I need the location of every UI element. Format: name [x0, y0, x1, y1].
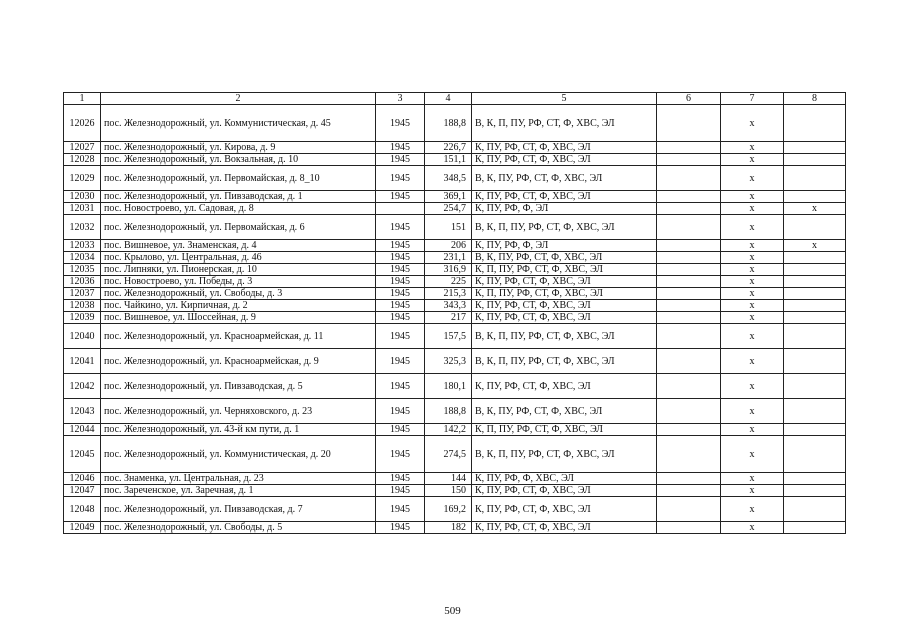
cell-year: 1945: [376, 288, 425, 300]
cell-year: 1945: [376, 424, 425, 436]
cell-systems: В, К, ПУ, РФ, СТ, Ф, ХВС, ЭЛ: [472, 166, 657, 191]
cell-col7: х: [721, 522, 784, 534]
cell-col6: [657, 349, 721, 374]
cell-area: 226,7: [425, 142, 472, 154]
cell-year: 1945: [376, 436, 425, 473]
cell-id: 12037: [64, 288, 101, 300]
cell-address: пос. Крылово, ул. Центральная, д. 46: [101, 252, 376, 264]
cell-col8: [784, 312, 846, 324]
cell-year: 1945: [376, 399, 425, 424]
column-header: 6: [657, 93, 721, 105]
cell-col6: [657, 240, 721, 252]
cell-address: пос. Железнодорожный, ул. Коммунистическая, д. 20: [101, 436, 376, 473]
cell-address: пос. Железнодорожный, ул. Вокзальная, д. 10: [101, 154, 376, 166]
cell-year: 1945: [376, 324, 425, 349]
cell-area: 206: [425, 240, 472, 252]
cell-col6: [657, 424, 721, 436]
cell-year: 1945: [376, 374, 425, 399]
cell-year: 1945: [376, 312, 425, 324]
cell-area: 150: [425, 485, 472, 497]
cell-col7: х: [721, 424, 784, 436]
cell-col8: [784, 105, 846, 142]
table-row: [64, 522, 846, 534]
cell-year: 1945: [376, 473, 425, 485]
cell-systems: К, ПУ, РФ, СТ, Ф, ХВС, ЭЛ: [472, 374, 657, 399]
table-row: [64, 166, 846, 191]
cell-col8: [784, 288, 846, 300]
cell-address: пос. Железнодорожный, ул. 43-й км пути, д. 1: [101, 424, 376, 436]
cell-col6: [657, 399, 721, 424]
table-body: [64, 105, 846, 534]
cell-id: 12047: [64, 485, 101, 497]
cell-systems: К, ПУ, РФ, СТ, Ф, ХВС, ЭЛ: [472, 497, 657, 522]
column-header: 7: [721, 93, 784, 105]
cell-col6: [657, 374, 721, 399]
table-row: [64, 191, 846, 203]
column-header: 1: [64, 93, 101, 105]
cell-address: пос. Железнодорожный, ул. Пивзаводская, д. 1: [101, 191, 376, 203]
table-row: [64, 349, 846, 374]
cell-systems: К, ПУ, РФ, СТ, Ф, ХВС, ЭЛ: [472, 300, 657, 312]
cell-systems: В, К, ПУ, РФ, СТ, Ф, ХВС, ЭЛ: [472, 252, 657, 264]
cell-col7: х: [721, 374, 784, 399]
cell-col6: [657, 215, 721, 240]
cell-col6: [657, 264, 721, 276]
cell-id: 12031: [64, 203, 101, 215]
cell-id: 12042: [64, 374, 101, 399]
cell-col6: [657, 473, 721, 485]
cell-address: пос. Железнодорожный, ул. Свободы, д. 5: [101, 522, 376, 534]
cell-area: 231,1: [425, 252, 472, 264]
cell-systems: К, ПУ, РФ, СТ, Ф, ХВС, ЭЛ: [472, 276, 657, 288]
column-header: 8: [784, 93, 846, 105]
cell-year: 1945: [376, 154, 425, 166]
table-row: [64, 276, 846, 288]
cell-col6: [657, 288, 721, 300]
cell-col7: х: [721, 142, 784, 154]
cell-year: 1945: [376, 264, 425, 276]
cell-col6: [657, 166, 721, 191]
cell-address: пос. Железнодорожный, ул. Красноармейская, д. 9: [101, 349, 376, 374]
cell-col7: х: [721, 264, 784, 276]
cell-col8: [784, 485, 846, 497]
cell-systems: К, П, ПУ, РФ, СТ, Ф, ХВС, ЭЛ: [472, 424, 657, 436]
cell-col7: х: [721, 399, 784, 424]
cell-col6: [657, 191, 721, 203]
cell-year: 1945: [376, 349, 425, 374]
table-row: [64, 300, 846, 312]
cell-col7: х: [721, 288, 784, 300]
cell-address: пос. Знаменка, ул. Центральная, д. 23: [101, 473, 376, 485]
cell-address: пос. Железнодорожный, ул. Первомайская, д. 6: [101, 215, 376, 240]
cell-col8: [784, 215, 846, 240]
table-row: [64, 154, 846, 166]
cell-col8: х: [784, 203, 846, 215]
cell-col8: [784, 300, 846, 312]
cell-col7: х: [721, 154, 784, 166]
cell-id: 12028: [64, 154, 101, 166]
cell-col8: [784, 349, 846, 374]
cell-id: 12046: [64, 473, 101, 485]
cell-col6: [657, 203, 721, 215]
cell-col7: х: [721, 191, 784, 203]
cell-systems: К, ПУ, РФ, Ф, ХВС, ЭЛ: [472, 473, 657, 485]
cell-systems: К, ПУ, РФ, СТ, Ф, ХВС, ЭЛ: [472, 154, 657, 166]
cell-col7: х: [721, 105, 784, 142]
table-row: [64, 240, 846, 252]
cell-col7: х: [721, 436, 784, 473]
cell-id: 12040: [64, 324, 101, 349]
cell-area: 274,5: [425, 436, 472, 473]
cell-col8: [784, 522, 846, 534]
cell-area: 157,5: [425, 324, 472, 349]
cell-col6: [657, 276, 721, 288]
table-row: [64, 399, 846, 424]
cell-address: пос. Вишневое, ул. Знаменская, д. 4: [101, 240, 376, 252]
cell-systems: В, К, П, ПУ, РФ, СТ, Ф, ХВС, ЭЛ: [472, 349, 657, 374]
cell-address: пос. Железнодорожный, ул. Коммунистическая, д. 45: [101, 105, 376, 142]
cell-id: 12026: [64, 105, 101, 142]
housing-registry-table: [63, 92, 846, 534]
cell-col7: х: [721, 473, 784, 485]
column-header: 4: [425, 93, 472, 105]
cell-year: 1945: [376, 105, 425, 142]
cell-col7: х: [721, 485, 784, 497]
cell-area: 142,2: [425, 424, 472, 436]
cell-id: 12039: [64, 312, 101, 324]
cell-area: 188,8: [425, 399, 472, 424]
cell-year: 1945: [376, 166, 425, 191]
cell-area: 225: [425, 276, 472, 288]
cell-col7: х: [721, 252, 784, 264]
cell-systems: К, ПУ, РФ, СТ, Ф, ХВС, ЭЛ: [472, 522, 657, 534]
cell-year: [376, 203, 425, 215]
cell-col7: х: [721, 203, 784, 215]
cell-col6: [657, 105, 721, 142]
cell-col8: [784, 191, 846, 203]
cell-col8: [784, 142, 846, 154]
cell-col8: [784, 154, 846, 166]
cell-id: 12045: [64, 436, 101, 473]
cell-address: пос. Железнодорожный, ул. Черняховского, д. 23: [101, 399, 376, 424]
cell-col6: [657, 497, 721, 522]
cell-id: 12048: [64, 497, 101, 522]
cell-col8: [784, 497, 846, 522]
cell-area: 182: [425, 522, 472, 534]
cell-area: 217: [425, 312, 472, 324]
cell-systems: К, ПУ, РФ, СТ, Ф, ХВС, ЭЛ: [472, 142, 657, 154]
cell-systems: В, К, П, ПУ, РФ, СТ, Ф, ХВС, ЭЛ: [472, 105, 657, 142]
table-row: [64, 485, 846, 497]
cell-id: 12043: [64, 399, 101, 424]
cell-col6: [657, 522, 721, 534]
document-page: [63, 92, 845, 534]
cell-col8: [784, 276, 846, 288]
cell-address: пос. Зареченское, ул. Заречная, д. 1: [101, 485, 376, 497]
cell-col6: [657, 312, 721, 324]
cell-systems: К, ПУ, РФ, Ф, ЭЛ: [472, 240, 657, 252]
table-row: [64, 215, 846, 240]
cell-col7: х: [721, 215, 784, 240]
cell-area: 144: [425, 473, 472, 485]
cell-col6: [657, 252, 721, 264]
table-row: [64, 473, 846, 485]
cell-col7: х: [721, 312, 784, 324]
cell-col6: [657, 324, 721, 349]
cell-col8: х: [784, 240, 846, 252]
cell-col8: [784, 399, 846, 424]
cell-systems: К, ПУ, РФ, СТ, Ф, ХВС, ЭЛ: [472, 485, 657, 497]
cell-id: 12033: [64, 240, 101, 252]
cell-year: 1945: [376, 497, 425, 522]
cell-area: 151,1: [425, 154, 472, 166]
cell-col7: х: [721, 240, 784, 252]
cell-area: 325,3: [425, 349, 472, 374]
cell-id: 12041: [64, 349, 101, 374]
cell-systems: К, ПУ, РФ, СТ, Ф, ХВС, ЭЛ: [472, 191, 657, 203]
cell-area: 169,2: [425, 497, 472, 522]
cell-col6: [657, 142, 721, 154]
cell-col6: [657, 300, 721, 312]
cell-address: пос. Железнодорожный, ул. Пивзаводская, д. 5: [101, 374, 376, 399]
cell-col6: [657, 436, 721, 473]
cell-year: 1945: [376, 485, 425, 497]
cell-systems: К, ПУ, РФ, СТ, Ф, ХВС, ЭЛ: [472, 312, 657, 324]
table-row: [64, 374, 846, 399]
column-header: 3: [376, 93, 425, 105]
cell-id: 12035: [64, 264, 101, 276]
cell-address: пос. Железнодорожный, ул. Пивзаводская, д. 7: [101, 497, 376, 522]
cell-address: пос. Новостроево, ул. Победы, д. 3: [101, 276, 376, 288]
page-number: 509: [444, 605, 461, 617]
table-row: [64, 252, 846, 264]
cell-systems: К, П, ПУ, РФ, СТ, Ф, ХВС, ЭЛ: [472, 288, 657, 300]
cell-id: 12036: [64, 276, 101, 288]
cell-area: 343,3: [425, 300, 472, 312]
cell-col8: [784, 436, 846, 473]
cell-systems: К, П, ПУ, РФ, СТ, Ф, ХВС, ЭЛ: [472, 264, 657, 276]
cell-systems: В, К, П, ПУ, РФ, СТ, Ф, ХВС, ЭЛ: [472, 436, 657, 473]
cell-area: 369,1: [425, 191, 472, 203]
table-row: [64, 497, 846, 522]
cell-col7: х: [721, 349, 784, 374]
cell-systems: К, ПУ, РФ, Ф, ЭЛ: [472, 203, 657, 215]
cell-address: пос. Липняки, ул. Пионерская, д. 10: [101, 264, 376, 276]
cell-id: 12032: [64, 215, 101, 240]
cell-address: пос. Вишневое, ул. Шоссейная, д. 9: [101, 312, 376, 324]
table-row: [64, 105, 846, 142]
cell-id: 12029: [64, 166, 101, 191]
cell-address: пос. Железнодорожный, ул. Свободы, д. 3: [101, 288, 376, 300]
cell-col8: [784, 324, 846, 349]
cell-year: 1945: [376, 522, 425, 534]
cell-id: 12034: [64, 252, 101, 264]
cell-address: пос. Железнодорожный, ул. Первомайская, д. 8_10: [101, 166, 376, 191]
cell-id: 12027: [64, 142, 101, 154]
cell-year: 1945: [376, 191, 425, 203]
cell-id: 12049: [64, 522, 101, 534]
cell-col6: [657, 485, 721, 497]
table-row: [64, 312, 846, 324]
table-row: [64, 324, 846, 349]
cell-area: 188,8: [425, 105, 472, 142]
cell-id: 12030: [64, 191, 101, 203]
cell-year: 1945: [376, 300, 425, 312]
cell-systems: В, К, ПУ, РФ, СТ, Ф, ХВС, ЭЛ: [472, 399, 657, 424]
table-row: [64, 424, 846, 436]
cell-year: 1945: [376, 252, 425, 264]
cell-area: 151: [425, 215, 472, 240]
column-header: 2: [101, 93, 376, 105]
table-row: [64, 436, 846, 473]
cell-address: пос. Чайкино, ул. Кирпичная, д. 2: [101, 300, 376, 312]
table-row: [64, 142, 846, 154]
cell-col7: х: [721, 166, 784, 191]
cell-col8: [784, 374, 846, 399]
cell-col8: [784, 166, 846, 191]
cell-area: 254,7: [425, 203, 472, 215]
cell-year: 1945: [376, 215, 425, 240]
cell-col8: [784, 264, 846, 276]
table-row: [64, 288, 846, 300]
cell-col8: [784, 473, 846, 485]
cell-id: 12044: [64, 424, 101, 436]
column-header-row: [64, 93, 846, 105]
cell-address: пос. Железнодорожный, ул. Кирова, д. 9: [101, 142, 376, 154]
cell-col7: х: [721, 497, 784, 522]
cell-systems: В, К, П, ПУ, РФ, СТ, Ф, ХВС, ЭЛ: [472, 215, 657, 240]
cell-area: 215,3: [425, 288, 472, 300]
cell-col7: х: [721, 324, 784, 349]
cell-id: 12038: [64, 300, 101, 312]
table-row: [64, 264, 846, 276]
cell-col7: х: [721, 300, 784, 312]
cell-col8: [784, 424, 846, 436]
cell-year: 1945: [376, 276, 425, 288]
cell-col6: [657, 154, 721, 166]
cell-area: 348,5: [425, 166, 472, 191]
cell-year: 1945: [376, 142, 425, 154]
cell-address: пос. Железнодорожный, ул. Красноармейская, д. 11: [101, 324, 376, 349]
column-header: 5: [472, 93, 657, 105]
cell-address: пос. Новостроево, ул. Садовая, д. 8: [101, 203, 376, 215]
cell-col8: [784, 252, 846, 264]
cell-area: 180,1: [425, 374, 472, 399]
cell-col7: х: [721, 276, 784, 288]
cell-year: 1945: [376, 240, 425, 252]
table-row: [64, 203, 846, 215]
cell-area: 316,9: [425, 264, 472, 276]
cell-systems: В, К, П, ПУ, РФ, СТ, Ф, ХВС, ЭЛ: [472, 324, 657, 349]
